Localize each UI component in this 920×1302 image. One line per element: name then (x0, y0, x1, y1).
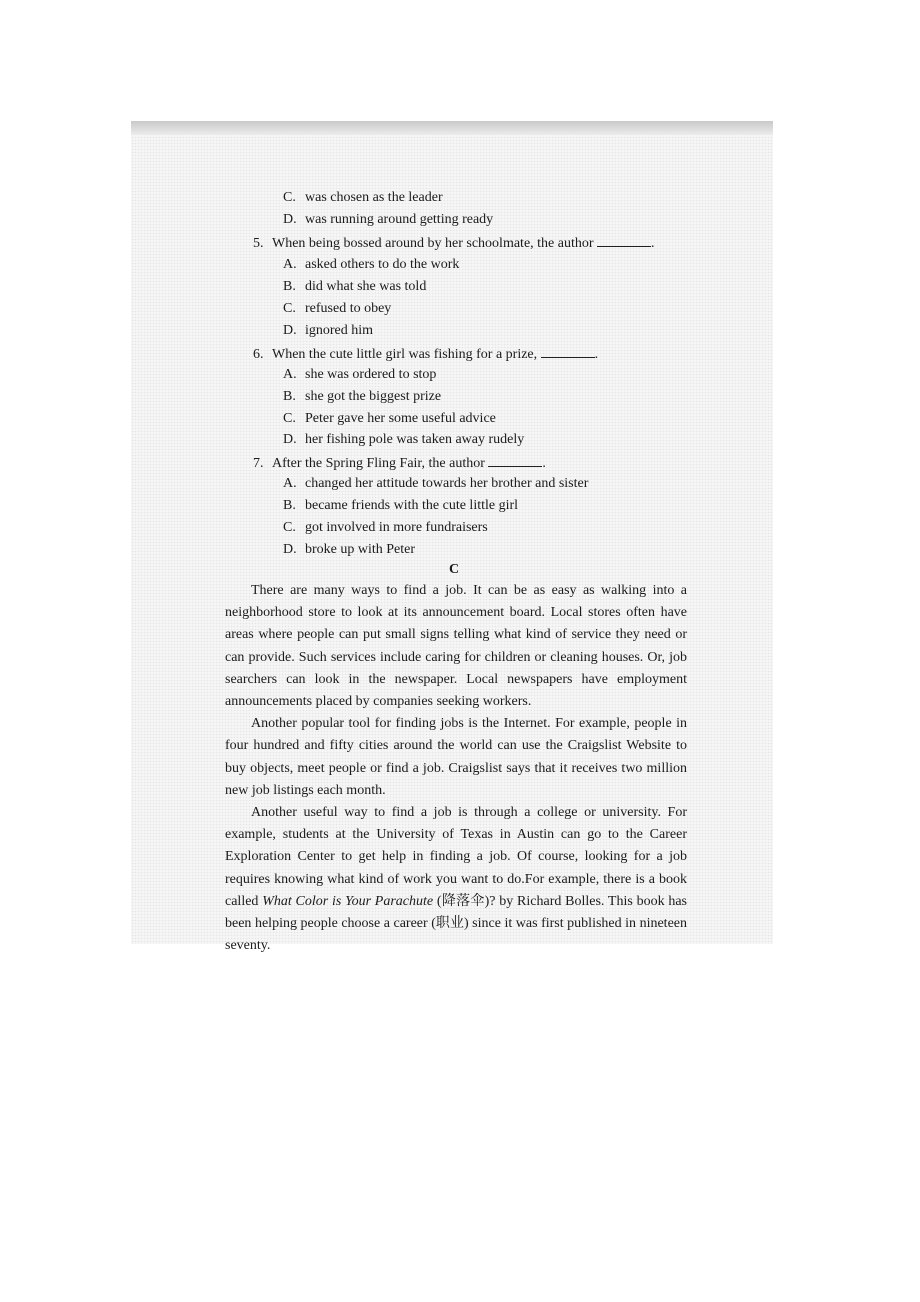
option-text: broke up with Peter (305, 542, 416, 557)
q6-option-d (283, 431, 524, 449)
q4-option-c (283, 189, 443, 207)
q5-option-a (283, 256, 459, 274)
option-text: ignored him (305, 323, 374, 338)
question-end: . (594, 347, 599, 362)
option-label: A. (283, 367, 297, 382)
book-title: What Color is Your Parachute (262, 893, 434, 909)
q7-option-a (283, 475, 588, 493)
option-text: became friends with the cute little girl (305, 498, 519, 513)
question-text: After the Spring Fling Fair, the author (272, 456, 485, 471)
q5-option-b (283, 278, 426, 296)
option-text: her fishing pole was taken away rudely (305, 432, 525, 447)
option-label: D. (283, 323, 297, 338)
option-label: C. (283, 520, 296, 535)
q5-option-c (283, 300, 391, 318)
passage-paragraph-3 (225, 802, 687, 957)
question-text: When being bossed around by her schoolmate, the author (272, 236, 594, 251)
option-text: did what she was told (305, 279, 427, 294)
option-label: B. (283, 389, 296, 404)
option-label: D. (283, 432, 297, 447)
option-text: changed her attitude towards her brother and sister (305, 476, 589, 491)
option-label: A. (283, 476, 297, 491)
answer-blank (488, 453, 542, 467)
option-label: D. (283, 212, 297, 227)
option-label: B. (283, 498, 296, 513)
option-label: C. (283, 411, 296, 426)
option-text: asked others to do the work (305, 257, 460, 272)
q7-option-c (283, 519, 488, 537)
question-number: 5. (253, 236, 264, 251)
option-label: C. (283, 301, 296, 316)
q5-option-d (283, 322, 373, 340)
passage-paragraph-2: Another popular tool for finding jobs is the Internet. For example, people in four hundred and fifty cities around the world can use the Craigslist Website to buy objects, meet people or find a job. Craigslist says that it receives two million new job listings each month. (225, 716, 687, 798)
q4-option-d (283, 211, 493, 229)
q7-option-d (283, 541, 415, 559)
q7-option-b (283, 497, 518, 515)
passage-paragraph-1: There are many ways to find a job. It can be as easy as walking into a neighborhood store to look at its announcement board. Local stores often have areas where people can put small signs telling what kind of service they need or can provide. Such services include caring for children or cleaning houses. Or, job searchers can look in the newspaper. Local newspapers have employment announcements placed by companies seeking workers. (225, 583, 687, 710)
q6-option-a (283, 366, 436, 384)
option-text: got involved in more fundraisers (305, 520, 488, 535)
question-end: . (542, 456, 546, 471)
option-text: she got the biggest prize (305, 389, 442, 404)
question-7-stem (253, 453, 546, 473)
reading-passage (225, 580, 687, 957)
scan-edge-shadow (131, 121, 773, 135)
option-text: she was ordered to stop (305, 367, 437, 382)
paragraph-3-text-b: (降落伞)? by Richard Bolles. This book has been helping people choose a career (职业) since it was first published in nineteen seventy. (225, 893, 688, 954)
option-label: B. (283, 279, 296, 294)
question-text: When the cute little girl was fishing for a prize, (272, 347, 538, 362)
option-text: was chosen as the leader (305, 190, 443, 205)
option-text: Peter gave her some useful advice (305, 411, 496, 426)
question-number: 6. (253, 347, 264, 362)
question-6-stem (253, 344, 598, 364)
question-end: . (651, 236, 655, 251)
question-number: 7. (253, 456, 264, 471)
option-text: refused to obey (305, 301, 392, 316)
question-5-stem (253, 233, 655, 253)
q6-option-b (283, 388, 441, 406)
answer-blank (541, 344, 595, 358)
section-heading: C (449, 562, 460, 577)
option-text: was running around getting ready (305, 212, 494, 227)
answer-blank (597, 233, 651, 247)
paragraph-3-text-a: Another useful way to find a job is through a college or university. For example, students at the University of Texas in Austin can go to the Career Exploration Center to get help in finding a job. Of course, looking for a job requires knowing what kind of work you want to do.For example, there is a book called (225, 805, 687, 909)
option-label: C. (283, 190, 296, 205)
q6-option-c (283, 410, 496, 428)
option-label: A. (283, 257, 297, 272)
option-label: D. (283, 542, 297, 557)
